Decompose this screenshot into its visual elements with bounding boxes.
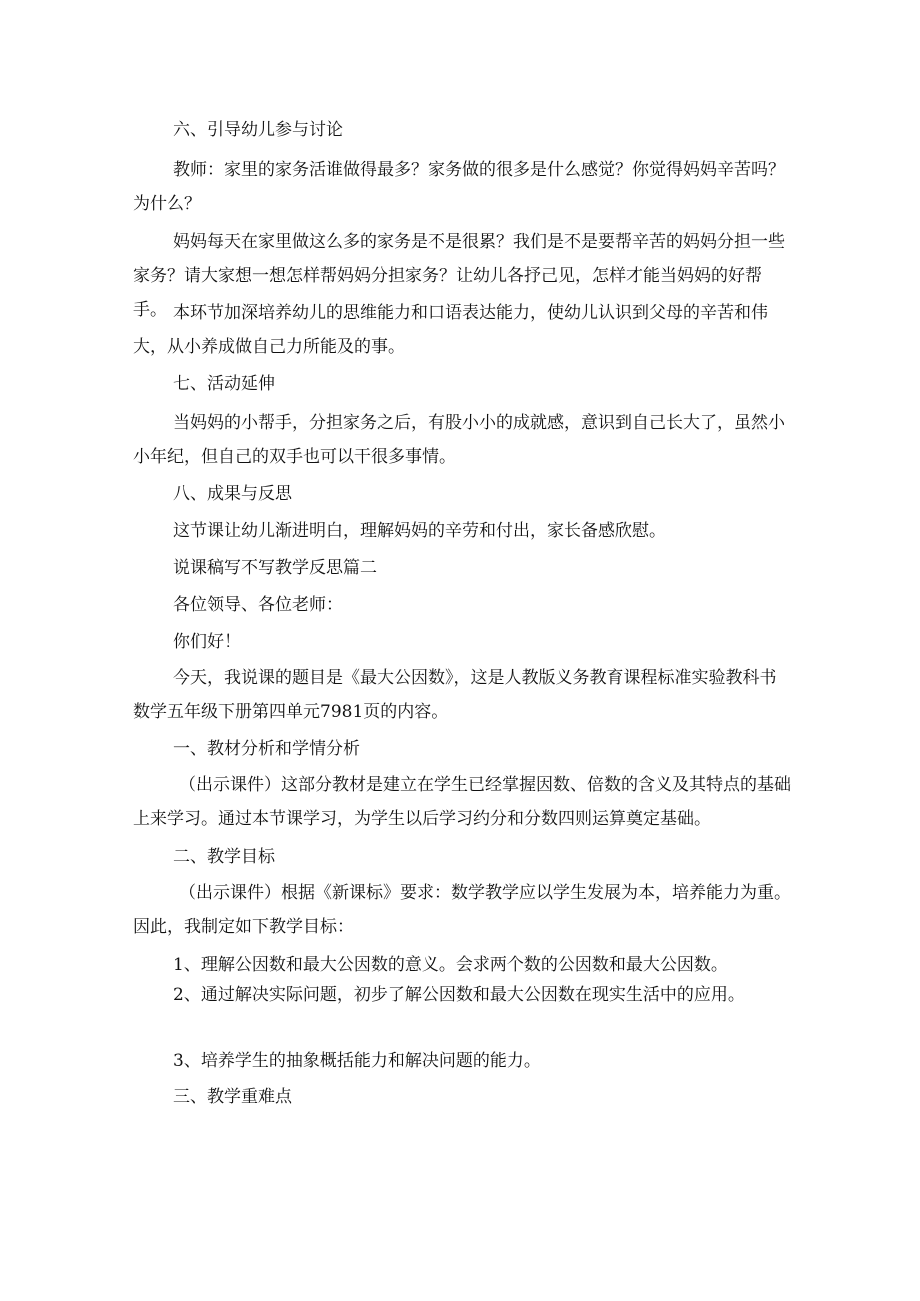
heading-discussion: 六、引导幼儿参与讨论: [173, 120, 343, 140]
goal-item-3: 3、培养学生的抽象概括能力和解决问题的能力。: [173, 1051, 541, 1071]
goal-item-1: 1、理解公因数和最大公因数的意义。会求两个数的公因数和最大公因数。: [173, 955, 728, 975]
heading-material-analysis: 一、教材分析和学情分析: [173, 739, 360, 759]
paragraph-greeting-hello: 你们好！: [173, 632, 241, 652]
heading-teaching-goals: 二、教学目标: [173, 847, 275, 867]
paragraph-abilities: 本环节加深培养幼儿的思维能力和口语表达能力，使幼儿认识到父母的辛苦和伟大，从小养成做自己力所能及的事。: [133, 303, 768, 357]
heading-key-difficulties: 三、教学重难点: [173, 1087, 292, 1107]
paragraph-new-standards: （出示课件）根据《新课标》要求：数学教学应以学生发展为本，培养能力为重。因此，我制定如下教学目标：: [133, 883, 791, 937]
section-title-part-two: 说课稿写不写教学反思篇二: [173, 558, 377, 578]
paragraph-little-helper: 当妈妈的小帮手，分担家务之后，有股小小的成就感，意识到自己长大了，虽然小小年纪，但自己的双手也可以干很多事情。: [133, 413, 785, 467]
paragraph-lesson-topic: 今天，我说课的题目是《最大公因数》，这是人教版义务教育课程标准实验教科书数学五年级下册第四单元7981页的内容。: [133, 668, 777, 722]
paragraph-material-foundation: （出示课件）这部分教材是建立在学生已经掌握因数、倍数的含义及其特点的基础上来学习。通过本节课学习，为学生以后学习约分和分数四则运算奠定基础。: [133, 775, 791, 829]
paragraph-greeting-leaders: 各位领导、各位老师：: [173, 595, 343, 615]
paragraph-teacher-questions: 教师：家里的家务活谁做得最多？家务做的很多是什么感觉？你觉得妈妈辛苦吗？为什么？: [133, 160, 785, 214]
paragraph-lesson-outcome: 这节课让幼儿渐进明白，理解妈妈的辛劳和付出，家长备感欣慰。: [173, 521, 666, 541]
goal-item-2: 2、通过解决实际问题，初步了解公因数和最大公因数在现实生活中的应用。: [173, 985, 745, 1005]
paragraph-mom-housework: 妈妈每天在家里做这么多的家务是不是很累？我们是不是要帮辛苦的妈妈分担一些家务？请大家想一想怎样帮妈妈分担家务？让幼儿各抒己见，怎样才能当妈妈的好帮手。: [133, 232, 785, 320]
heading-extension: 七、活动延伸: [173, 374, 275, 394]
heading-results-reflection: 八、成果与反思: [173, 484, 292, 504]
